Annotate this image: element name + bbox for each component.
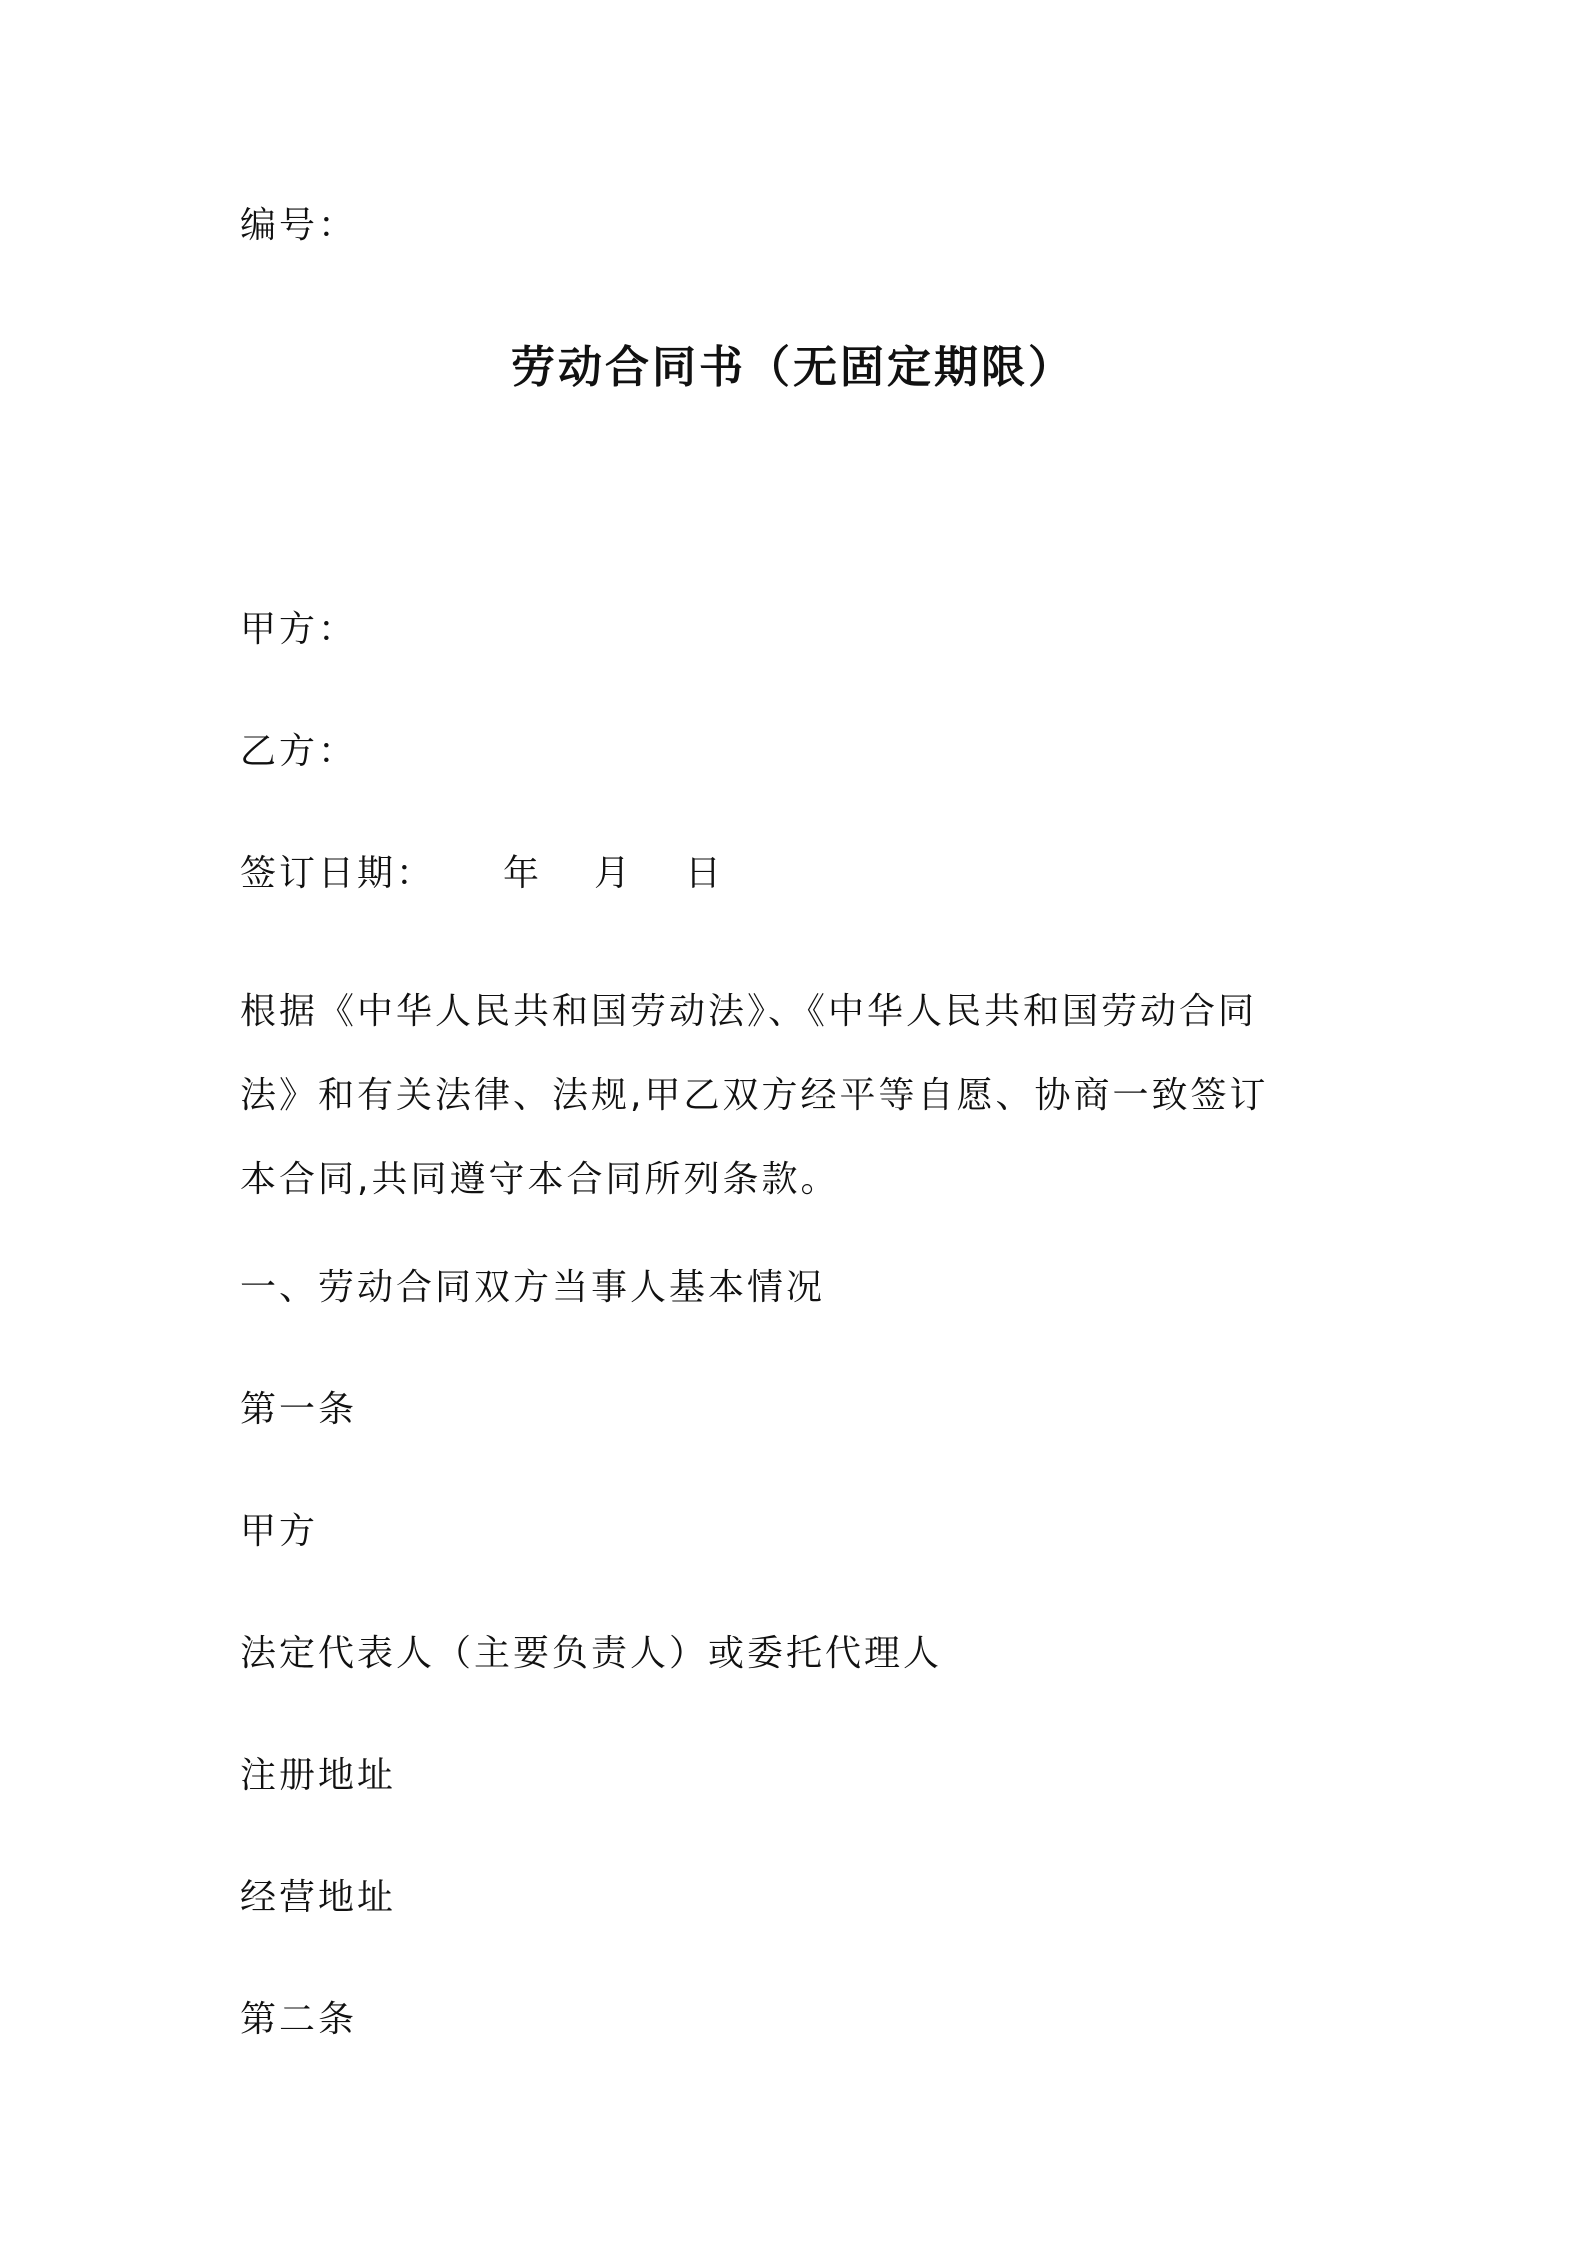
sign-date-line [240, 850, 724, 898]
sign-date-label: 签订日期： [240, 853, 436, 894]
document-title: 劳动合同书（无固定期限） [511, 342, 1075, 393]
serial-number-label: 编号： [240, 205, 358, 246]
sign-date-day: 日 [685, 853, 725, 894]
business-address-field: 经营地址 [240, 1877, 397, 1918]
preamble-paragraph [240, 970, 1360, 1222]
party-a-field: 甲方 [240, 1511, 319, 1552]
article-1-heading: 第一条 [240, 1389, 358, 1430]
party-a-label: 甲方： [240, 609, 358, 650]
section-1-heading: 一、劳动合同双方当事人基本情况 [240, 1267, 826, 1308]
preamble-line: 根据《中华人民共和国劳动法》、《中华人民共和国劳动合同 [240, 991, 1258, 1032]
preamble-line: 法》和有关法律、法规,甲乙双方经平等自愿、协商一致签订 [240, 1075, 1269, 1116]
sign-date-year: 年 [503, 853, 543, 894]
registered-address-field: 注册地址 [240, 1755, 397, 1796]
sign-date-month: 月 [594, 853, 634, 894]
preamble-line: 本合同,共同遵守本合同所列条款。 [240, 1159, 840, 1200]
article-2-heading: 第二条 [240, 1999, 358, 2040]
party-b-label: 乙方： [240, 731, 358, 772]
legal-representative-field: 法定代表人（主要负责人）或委托代理人 [240, 1633, 943, 1674]
